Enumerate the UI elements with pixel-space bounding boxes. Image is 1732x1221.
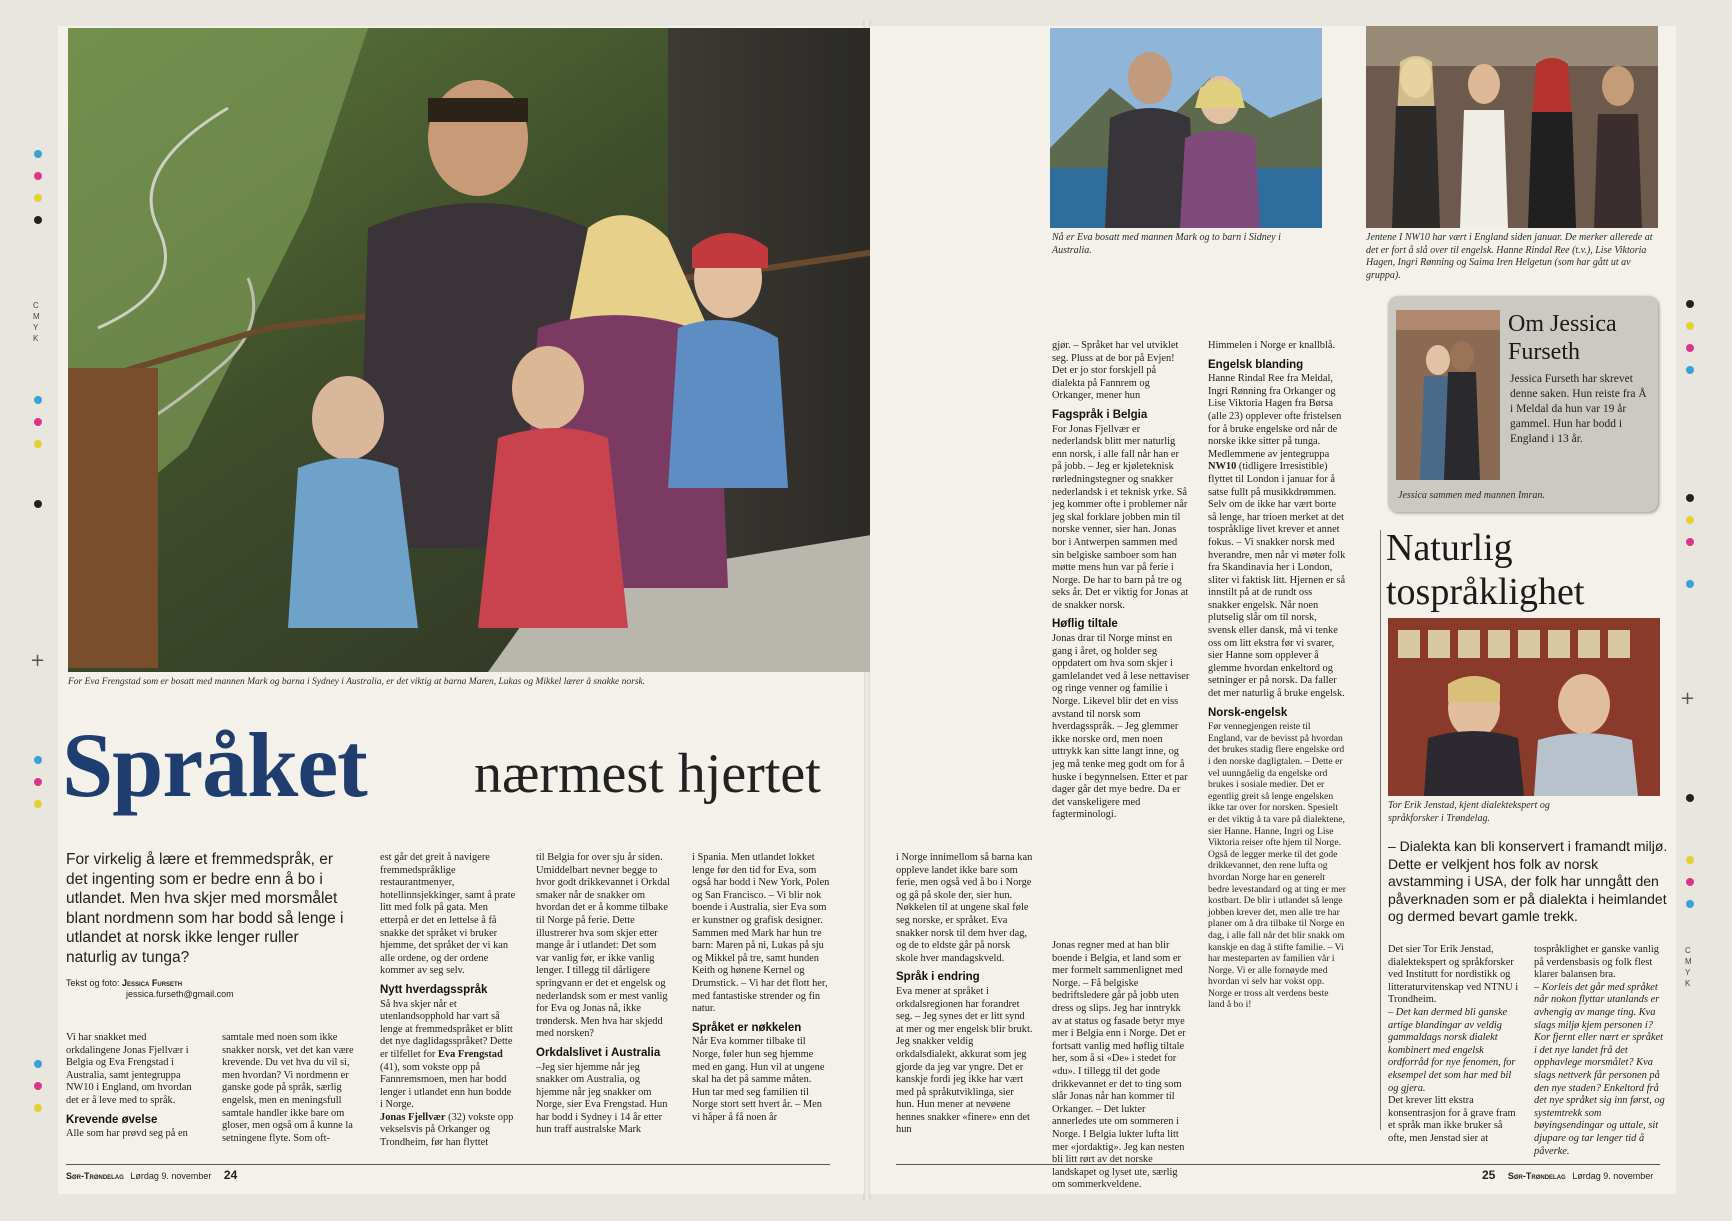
byline-name: Jessica Furseth [122, 978, 183, 988]
reg-mark-yellow [34, 194, 42, 202]
subheading-norsk-engelsk: Norsk-engelsk [1208, 706, 1288, 719]
paragraph: – Det kan dermed bli ganske artige blandingar av veldig gammaldags norsk dialekt kombinert med engelsk ordforråd for nye fenomen, for eksempel det som har med bil og gjera. [1388, 1006, 1516, 1094]
name-eva: Eva Frengstad [438, 1048, 503, 1060]
paragraph: i Spania. Men utlandet lokket lenge før den tid for Eva, som også har bodd i New York, Polen og San Francisco. – Vi blir nok boende i Australia, sier Eva som er kunstner og grafisk designer. Sammen med Mark har hun tre barn: Maren på ni, Lukas på sju og Mikkel på tre, samt hunden Keith og hønene Kernel og Drumstick. – Vi har det flott her, med fantastiske strender og fin natur. [692, 852, 830, 1015]
jenstad-photo-caption: Tor Erik Jenstad, kjent dialektekspert og språkforsker i Trøndelag. [1388, 800, 1550, 824]
paragraph: Nøkkelen til at ungene skal føle seg norske, er språket. Eva snakker norsk til dem hver dag, og de to eldste går på norsk skole hver mandagskveld. [896, 902, 1029, 964]
paragraph [1208, 373, 1346, 700]
headline-sprakets: Språket [62, 714, 367, 816]
paragraph: For Jonas Fjellvær er nederlandsk blitt mer naturlig enn norsk, i alle fall når han er på jobb. – Jeg er kjøleteknisk rørledningstegner og snakker nederlandsk i et teknisk yrke. Så jeg kommer ofte i problemer når jeg skal forklare jobben min til norske venner, sier han. Jonas bor i Antwerpen sammen med sin belgiske samboer som han møtte mens hun var på ferie i Norge. De har to barn på tre og seks år. Det er viktig for Jonas at de snakker norsk. [1052, 423, 1189, 611]
reg-mark-cyan [34, 756, 42, 764]
footer-paper-name: Sør-Trøndelag [1507, 1171, 1566, 1181]
eva-mark-photo [1050, 28, 1322, 228]
footer-page-number: 24 [223, 1168, 238, 1182]
subheading-hoflig-tiltale: Høflig tiltale [1052, 618, 1118, 631]
cmyk-label-right: CMYK [1685, 946, 1692, 988]
paragraph: Når Eva kommer tilbake til Norge, føler hun seg hjemme med en gang. Hun vil at ungene skal ha det på samme måten. Hun tar med seg familien til Norge stort sett hvert år. – Men vi håper å få noen år [692, 1036, 825, 1123]
om-jessica-infobox [1388, 296, 1658, 512]
right-column-b [1208, 340, 1346, 1011]
jessica-photo [1396, 310, 1500, 480]
right-column-c [1388, 944, 1522, 1146]
paragraph: – Korleis det går med språket når nokon flyttar utanlands er avhengig av mange ting. Kva slags miljø kjem personen i? Kor fjernt eller nært er språket i det nye landet frå det opphavlege morsmålet? Kva slags nettverk får personen på den nye staden? Enkeltord frå det nye språket sig inn først, og systemtrekk som bøyingsendingar og uttale, sit djupare og tar lenger tid å påverke. [1534, 981, 1665, 1157]
left-column-3 [380, 852, 516, 1150]
nw10-photo-caption: Jentene I NW10 har vært i England siden januar. De merker allerede at det er fort å slå over til engelsk. Hanne Rindal Ree (t.v.), Lise Viktoria Hagen, Ingri Rønning og Saima Iren Helgetun (som har gått ut av gruppa). [1366, 232, 1653, 281]
reg-mark-cyan [34, 150, 42, 158]
subheading-spraket-er-nokkelen: Språket er nøkkelen [692, 1021, 802, 1034]
left-footer [66, 1168, 237, 1182]
footer-paper-name: Sør-Trøndelag [66, 1171, 124, 1181]
text-span: Så hva skjer når et utenlandsopphold har vart så lenge at fremmedspråket er blitt det nye daglidagsspråket? Dette er tilfellet for [380, 998, 513, 1060]
paragraph: Jonas regner med at han blir boende i Belgia, et land som er mer formelt sammenlignet med Norge. – Få belgiske bedriftsledere går på jobb uten dress og slips. Jeg har inntrykk av at status og fasade betyr mye mer i Belgia enn i Norge. Det er fortsatt vanlig med høflig tiltale her, som å si «De» i stedet for «du». I tillegg til det gode drikkevannet er det to ting som slår Jonas når han kommer til Orkanger. – Det lukter annerledes ute om sommeren i Norge. I Belgia lukter lufta litt mer «jordaktig». Jeg kan nesten bli litt rørt av det norske landskapet og lyset ute, særlig om sommerkveldene. [1052, 940, 1186, 1191]
reg-mark-cyan [1686, 580, 1694, 588]
text-span: Hanne Rindal Ree fra Meldal, Ingri Rønning fra Orkanger og Lise Viktoria Hagen fra Børsa (alle 23) opplever ofte fristelsen for å bruke engelske ord når de norske ikke sitter på tunga. Medlemmene av jentegruppa [1208, 373, 1342, 460]
byline-email: jessica.furseth@gmail.com [126, 989, 234, 999]
cmyk-label-left: CMYK [33, 301, 40, 343]
reg-mark-yellow [34, 440, 42, 448]
paragraph: Eva mener at språket i orkdalsregionen har forandret seg. – Jeg synes det er litt synd at mer og mer engelsk blir brukt. Jeg snakker veldig orkdalsdialekt, akkurat som jeg gjorde da jeg var yngre. Det er kanskje fordi jeg ikke har vært med på språkutviklinga, sier hun. Hun mener at nevøene hennes snakker «finere» enn det hun [896, 985, 1033, 1136]
footer-page-number: 25 [1482, 1168, 1496, 1182]
paragraph: gjør. – Språket har vel utviklet seg. Pluss at de bor på Evjen! Det er jo stor forskjell på dialekta på Fannrem og Orkanger, mener hun [1052, 340, 1179, 402]
right-footer [1482, 1168, 1653, 1182]
reg-mark-black [34, 500, 42, 508]
headline-naturlig-tospraklighet: Naturlig tospråklighet [1386, 527, 1585, 613]
paragraph: i Norge innimellom så barna kan oppleve landet ikke bare som ferie, men også ved å bo i Norge og gå på skole der, sier hun. [896, 852, 1033, 901]
right-column-a-lower [896, 852, 1034, 1137]
crosshair-mark: + [1680, 688, 1696, 709]
subheading-nytt-hverdagssprak: Nytt hverdagsspråk [380, 983, 488, 996]
band-name: NW10 [1208, 461, 1237, 473]
infobox-title: Om Jessica Furseth [1508, 311, 1617, 365]
reg-mark-magenta [34, 1082, 42, 1090]
reg-mark-cyan [34, 396, 42, 404]
reg-mark-yellow [1686, 856, 1694, 864]
reg-mark-yellow [34, 1104, 42, 1112]
reg-mark-magenta [34, 418, 42, 426]
reg-mark-yellow [1686, 516, 1694, 524]
paragraph: Jonas drar til Norge minst en gang i året, og holder seg oppdatert om hva som skjer i gamlelandet ved å lese nettaviser og ringe venner og familie i Norge. Likevel blir det en viss avstand til norsk som hverdagsspråk. – Jeg glemmer ikke norske ord, men noen uttrykk kan sitte langt inne, og jeg må tenke meg godt om for å huske i begynnelsen. Etter et par dager går det mye bedre. Da er det vanskeligere med fagterminologi. [1052, 633, 1190, 821]
subheading-orkdalslivet: Orkdalslivet i Australia [536, 1046, 661, 1059]
main-photo-caption: For Eva Frengstad som er bosatt med mannen Mark og barna i Sydney i Australia, er det viktig at barna Maren, Lukas og Mikkel lærer å snakke norsk. [68, 677, 646, 687]
paragraph: tospråklighet er ganske vanlig på verdensbasis og folk flest klarer balansen bra. [1534, 944, 1659, 981]
subheading-sprak-i-endring: Språk i endring [896, 971, 980, 984]
reg-mark-yellow [1686, 322, 1694, 330]
left-column-2-bottom [222, 1032, 354, 1145]
text-span: (32) vokste opp vekselsvis på Orkanger og Trondheim, før han flyttet [380, 1111, 514, 1149]
text-span: (tidligere Irresistible) flyttet til London i januar for å satse fullt på musikkdrømmen. Selv om de ikke har vært borte så lenge, har trioen merket at det tospråklige livet krever et annet fokus. – Vi snakker norsk med hverandre, men når vi møter folk fra Skandinavia her i London, sliter vi faktisk litt. Hjernen er så innstilt på at de rundt oss snakker engelsk. Når noen plutselig slår om til norsk, svensk eller dansk, må vi tenke oss om litt ekstra før vi svarer, sier Hanne som opplever å glemme hvordan enkeltord og setninger er på norsk. Da faller det mer naturlig å bruke engelsk. [1208, 461, 1346, 700]
paragraph: Himmelen i Norge er knallblå. [1208, 340, 1336, 351]
eva-mark-photo-caption: Nå er Eva bosatt med mannen Mark og to barn i Sidney i Australia. [1052, 232, 1281, 256]
infobox-text: Jessica Furseth har skrevet denne saken. Hun reiste fra Å i Meldal da hun var 19 år gammel. Hun har bodd i England i 13 år. [1510, 373, 1647, 445]
reg-mark-magenta [1686, 878, 1694, 886]
paragraph: samtale med noen som ikke snakker norsk, vet det kan være krevende. Du vet hva du vil si, men hvordan? Vi nordmenn er ganske gode på språk, særlig engelsk, men en meningsfull samtale handler ikke bare om gloser, men også om å kunne la setningene flyte. Som oft- [222, 1032, 354, 1144]
name-jonas: Jonas Fjellvær [380, 1111, 446, 1123]
left-footer-rule [66, 1164, 830, 1165]
paragraph [380, 999, 516, 1112]
reg-mark-magenta [1686, 344, 1694, 352]
headline-naermest-hjertet: nærmest hjertet [474, 743, 821, 805]
crosshair-mark: + [30, 650, 46, 671]
subheading-fagsprak-i-belgia: Fagspråk i Belgia [1052, 408, 1148, 421]
paragraph: til Belgia for over sju år siden. Umiddelbart nevner begge to hvor godt drikkevannet i Orkdal smaker når de snakker om hvordan det er å komme tilbake til Norge på ferie. Dette illustrerer hva som skjer etter mange år i utlandet: Det som var vanlig før, er ikke vanlig lenger. I tillegg til dårligere springvann er det et engelsk og nederlandsk som er mest vanlig for Eva og Jonas nå, ikke trøndersk. Men hva har skjedd med norsken? [536, 852, 670, 1040]
reg-mark-black [34, 216, 42, 224]
reg-mark-magenta [34, 778, 42, 786]
paragraph: Alle som har prøvd seg på en [66, 1128, 188, 1140]
byline [66, 978, 234, 1000]
subheading-krevende-ovelse: Krevende øvelse [66, 1113, 158, 1126]
right-footer-rule [896, 1164, 1660, 1165]
paragraph: Det krever litt ekstra konsentrasjon for å grave fram et språk man ikke bruker så ofte, men Jenstad sier at [1388, 1095, 1516, 1144]
paragraph [380, 1112, 516, 1150]
ingress-text: For virkelig å lære et fremmedspråk, er det ingenting som er bedre enn å bo i utlandet. Men hva skjer med morsmålet blant nordmenn som har bodd så lenge i utlandet at norsk ikke lenger ruller naturlig av tunga? [66, 851, 344, 966]
footer-date: Lørdag 9. november [130, 1171, 212, 1181]
naturlig-rule [1380, 530, 1381, 1130]
pull-quote: – Dialekta kan bli konservert i framandt miljø. Dette er velkjent hos folk av norsk avstamming i USA, der folk har unngått den påverknaden som er på dialekta i heimlandet og dermed bevart gamle trekk. [1388, 838, 1668, 924]
paragraph: Det sier Tor Erik Jenstad, dialektekspert og språkforsker ved Institutt for nordistikk og litteraturvitenskap ved NTNU i Trondheim. [1388, 944, 1519, 1006]
left-column-4 [536, 852, 672, 1137]
right-column-a [1052, 340, 1190, 822]
footer-date: Lørdag 9. november [1572, 1171, 1654, 1181]
reg-mark-magenta [1686, 538, 1694, 546]
reg-mark-yellow [34, 800, 42, 808]
paragraph: Vi har snakket med orkdalingene Jonas Fjellvær i Belgia og Eva Frengstad i Australia, samt jentegruppa NW10 i England, om hvordan det er å leve med to språk. [66, 1032, 192, 1106]
reg-mark-cyan [1686, 366, 1694, 374]
left-column-5 [692, 852, 830, 1124]
subheading-engelsk-blanding: Engelsk blanding [1208, 358, 1304, 371]
reg-mark-cyan [34, 1060, 42, 1068]
nw10-photo [1366, 26, 1658, 228]
paragraph: Før vennegjengen reiste til England, var de bevisst på hvordan det brukes stadig flere engelske ord i den norske dagligtalen. – Dette er vel uunngåelig da engelske ord brukes i sosiale medier. Det er egentlig greit så lenge engelsken ikke tar over for norsken. Spesielt er det viktig å ta vare på dialektene, sier Hanne. Hanne, Ingri og Lise Viktoria reiser ofte hjem til Norge. Også de legger merke til det gode drikkevannet, den rene lufta og hvordan Norge har en generelt bedre levestandard og at ting er mer kostbart. De blir i utlandet så lenge jobben krever det, men alle tre har planer om å dra tilbake til Norge en dag, i alle fall når det blir snakk om kanskje en dag å stifte familie. – Vi har mesteparten av familien vår i Norge. Vi er alle fornøyde med hvordan vi selv har vokst opp. Norge er tross alt verdens beste land å bo i! [1208, 721, 1346, 1011]
paragraph: –Jeg sier hjemme når jeg snakker om Australia, og hjemme når jeg snakker om Norge, sier Eva Frengstad. Hun har bodd i Sydney i 14 år etter hun traff australske Mark [536, 1061, 668, 1136]
reg-mark-black [1686, 794, 1694, 802]
reg-mark-black [1686, 300, 1694, 308]
reg-mark-cyan [1686, 900, 1694, 908]
text-span: (41), som vokste opp på Fannremsmoen, men har bodd lenger i utlandet enn hun bodde i Norge. [380, 1061, 512, 1111]
left-column-1 [66, 1032, 198, 1141]
byline-label: Tekst og foto: [66, 978, 120, 988]
infobox-caption: Jessica sammen med mannen Imran. [1398, 490, 1545, 501]
jenstad-photo [1388, 618, 1660, 796]
reg-mark-black [1686, 494, 1694, 502]
right-column-d [1534, 944, 1668, 1158]
reg-mark-magenta [34, 172, 42, 180]
right-column-a-bottom [1052, 940, 1190, 1192]
paragraph: est går det greit å navigere fremmedspråklige restaurantmenyer, hotellinnsjekkinger, samt å prate litt med folk på gata. Men etterpå er det en lettelse å få snakke det språket vi bruker hjemme, det språket der vi kan alle ordene, og der ordene kommer av seg selv. [380, 852, 516, 977]
